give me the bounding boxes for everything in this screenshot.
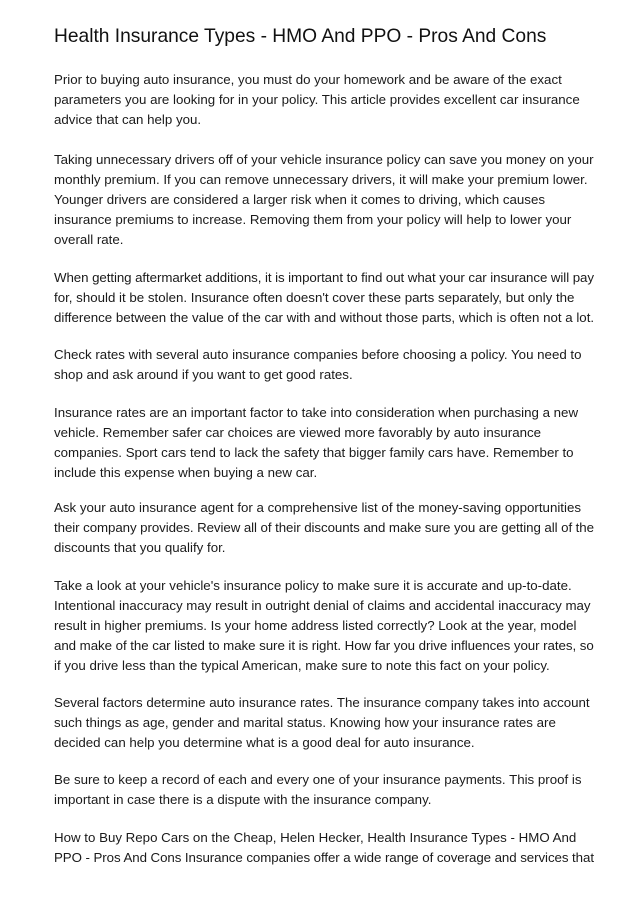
paragraph-line: if you drive less than the typical American, make sure to note this fact on your policy. (54, 658, 550, 673)
paragraph-line: advice that can help you. (54, 112, 202, 127)
paragraph-line: Insurance rates are an important factor to take into consideration when purchasing a new (54, 405, 579, 420)
paragraph-line: monthly premium. If you can remove unnecessary drivers, it will make your premium lower. (54, 172, 588, 187)
paragraph-line: for, should it be stolen. Insurance often doesn't cover these parts separately, but only the (54, 290, 575, 305)
paragraph-line: such things as age, gender and marital status. Knowing how your insurance rates are (54, 715, 556, 730)
paragraph-line: Several factors determine auto insurance rates. The insurance company takes into account (54, 695, 590, 710)
paragraph (54, 150, 592, 250)
paragraph-line: Check rates with several auto insurance companies before choosing a policy. You need to (54, 347, 582, 362)
paragraph (54, 70, 592, 130)
paragraph-line: Taking unnecessary drivers off of your vehicle insurance policy can save you money on your (54, 152, 594, 167)
paragraph (54, 693, 592, 753)
paragraph-line: Take a look at your vehicle's insurance policy to make sure it is accurate and up-to-date. (54, 578, 572, 593)
paragraph-line: parameters you are looking for in your policy. This article provides excellent car insurance (54, 92, 580, 107)
paragraph (54, 268, 595, 328)
paragraph-line: important in case there is a dispute with the insurance company. (54, 792, 432, 807)
paragraph (54, 403, 592, 483)
paragraph-line: and make of the car listed to make sure it is right. How far you drive influences your rates, so (54, 638, 594, 653)
paragraph-line: Intentional inaccuracy may result in outright denial of claims and accidental inaccuracy may (54, 598, 591, 613)
paragraph-line: Be sure to keep a record of each and every one of your insurance payments. This proof is (54, 772, 582, 787)
paragraph-line: Ask your auto insurance agent for a comprehensive list of the money-saving opportunities (54, 500, 581, 515)
paragraph (54, 345, 592, 385)
paragraph (54, 576, 592, 676)
paragraph-line: overall rate. (54, 232, 124, 247)
paragraph-line: When getting aftermarket additions, it is important to find out what your car insurance will pay (54, 270, 594, 285)
paragraph-line: insurance premiums to increase. Removing them from your policy will help to lower your (54, 212, 572, 227)
page-title: Health Insurance Types - HMO And PPO - Pros And Cons (54, 26, 547, 47)
paragraph-line: include this expense when buying a new car. (54, 465, 318, 480)
paragraph-line: PPO - Pros And Cons Insurance companies offer a wide range of coverage and services that (54, 850, 594, 865)
paragraph-line: decided can help you determine what is a good deal for auto insurance. (54, 735, 475, 750)
paragraph-line: their company provides. Review all of their discounts and make sure you are getting all of the (54, 520, 594, 535)
paragraph-line: Prior to buying auto insurance, you must do your homework and be aware of the exact (54, 72, 562, 87)
paragraph (54, 498, 592, 558)
paragraph-line: result in higher premiums. Is your home address listed correctly? Look at the year, model (54, 618, 577, 633)
paragraph (54, 770, 592, 810)
paragraph-line: How to Buy Repo Cars on the Cheap, Helen Hecker, Health Insurance Types - HMO And (54, 830, 577, 845)
paragraph-line: vehicle. Remember safer car choices are viewed more favorably by auto insurance (54, 425, 542, 440)
paragraph-line: Younger drivers are considered a larger risk when it comes to driving, which causes (54, 192, 545, 207)
paragraph-line: shop and ask around if you want to get good rates. (54, 367, 353, 382)
paragraph-line: difference between the value of the car with and without those parts, which is often not a lot. (54, 310, 595, 325)
paragraph-line: companies. Sport cars tend to lack the safety that bigger family cars have. Remember to (54, 445, 574, 460)
paragraph (54, 828, 592, 868)
paragraph-line: discounts that you qualify for. (54, 540, 226, 555)
